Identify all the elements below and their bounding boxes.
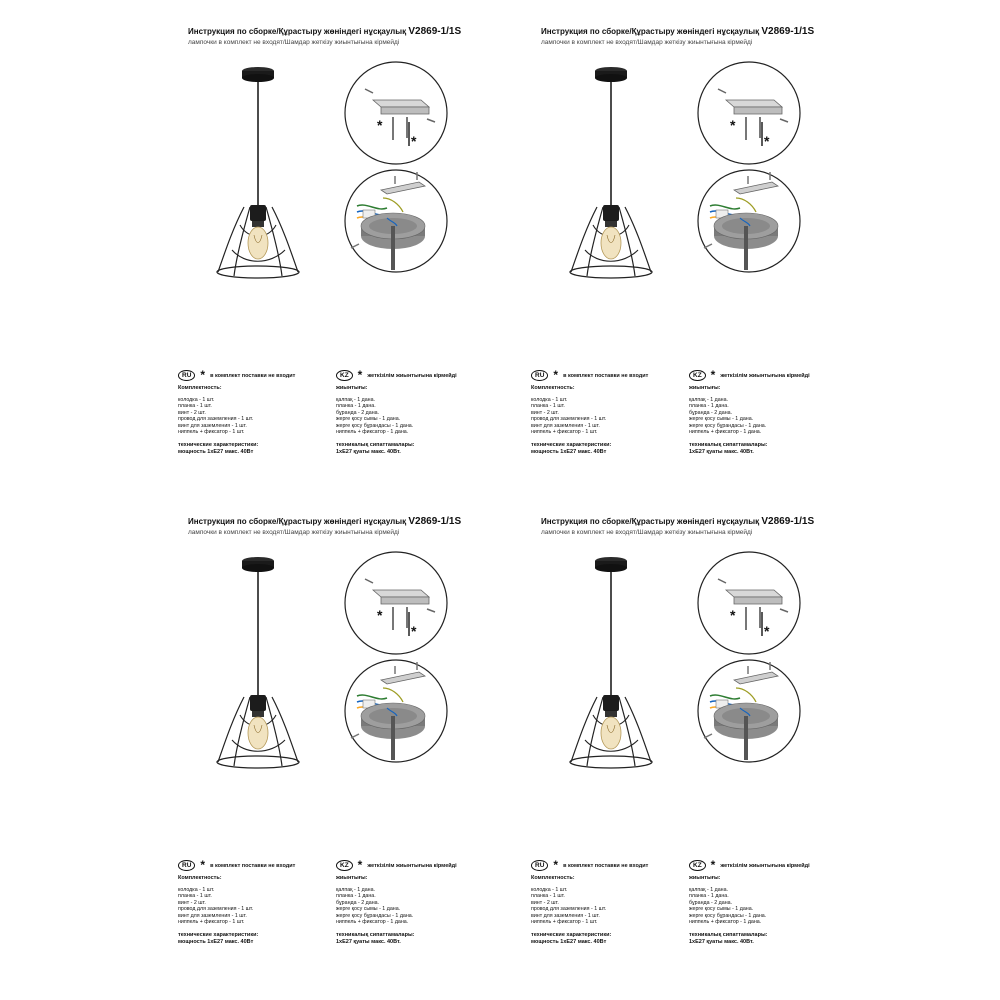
asterisk-icon: * xyxy=(710,368,716,382)
list-item: қалпақ - 1 дана. xyxy=(336,397,375,403)
list-item: винт для заземления - 1 шт. xyxy=(178,422,247,429)
ru-items-list xyxy=(178,397,328,435)
list-item: колодка - 1 шт. xyxy=(531,397,568,403)
kz-power: 1хЕ27 қуаты макс. 40Вт. xyxy=(689,939,754,946)
ru-power: мощность 1хЕ27 макс. 40Вт xyxy=(531,939,607,946)
ru-note: в комплект поставки не входит xyxy=(563,862,649,869)
list-item: провод для заземления - 1 шт. xyxy=(178,906,254,913)
kz-header xyxy=(689,370,839,381)
kz-completeness-label: жиынтығы: xyxy=(689,385,721,391)
list-item: планка - 1 дана. xyxy=(689,403,729,410)
ru-badge: RU xyxy=(531,370,548,381)
kz-note: жеткізілім жиынтығына кірмейді xyxy=(367,372,457,379)
kz-badge: KZ xyxy=(336,860,353,871)
asterisk-icon: * xyxy=(553,858,559,872)
list-item: ниппель + фиксатор - 1 шт. xyxy=(531,919,598,926)
asterisk-icon: * xyxy=(710,858,716,872)
list-item: бұранда - 2 дана. xyxy=(689,409,733,416)
list-item: винт для заземления - 1 шт. xyxy=(531,912,600,919)
instruction-title: Инструкция по сборке/Құрастыру жөніндегі нұсқаулық V2869-1/1S xyxy=(541,516,815,527)
list-item: қалпақ - 1 дана. xyxy=(336,887,375,893)
asterisk-marker: * xyxy=(377,607,383,623)
list-item: ниппель + фиксатор - 1 шт. xyxy=(178,429,245,436)
list-item: жерге қосу бұрандасы - 1 дана. xyxy=(689,912,767,919)
mounting-bracket-diagram xyxy=(696,550,802,656)
list-item: планка - 1 дана. xyxy=(689,893,729,900)
ru-completeness-label: Комплектность: xyxy=(531,385,575,391)
list-item: колодка - 1 шт. xyxy=(178,887,215,893)
kz-note: жеткізілім жиынтығына кірмейді xyxy=(720,862,810,869)
list-item: планка - 1 шт. xyxy=(531,403,565,410)
ru-items-list xyxy=(531,397,681,435)
asterisk-icon: * xyxy=(357,368,363,382)
list-item: бұранда - 2 дана. xyxy=(336,899,380,906)
ru-note: в комплект поставки не входит xyxy=(210,862,296,869)
list-item: ниппель + фиксатор - 1 дана. xyxy=(689,919,762,926)
kz-completeness-label: жиынтығы: xyxy=(336,385,368,391)
list-item: планка - 1 дана. xyxy=(336,403,376,410)
list-item: винт для заземления - 1 шт. xyxy=(178,912,247,919)
kz-specs-label: техникалық сипаттамалары: xyxy=(689,932,768,939)
kz-note: жеткізілім жиынтығына кірмейді xyxy=(367,862,457,869)
ru-items-list xyxy=(531,887,681,925)
ru-power: мощность 1хЕ27 макс. 40Вт xyxy=(178,939,254,946)
list-item: винт - 2 шт. xyxy=(178,409,206,416)
list-item: ниппель + фиксатор - 1 шт. xyxy=(178,919,245,926)
pendant-lamp-illustration xyxy=(210,65,310,285)
kz-note: жеткізілім жиынтығына кірмейді xyxy=(720,372,810,379)
mounting-bracket-diagram xyxy=(696,60,802,166)
list-item: провод для заземления - 1 шт. xyxy=(531,416,607,423)
ru-specs-label: технические характеристики: xyxy=(178,442,259,449)
list-item: ниппель + фиксатор - 1 дана. xyxy=(336,919,409,926)
asterisk-icon: * xyxy=(357,858,363,872)
asterisk-marker: * xyxy=(764,133,770,149)
kz-badge: KZ xyxy=(689,860,706,871)
pendant-lamp-illustration xyxy=(210,555,310,775)
kz-power: 1хЕ27 қуаты макс. 40Вт. xyxy=(336,939,401,946)
ru-specs xyxy=(178,442,328,455)
ru-note: в комплект поставки не входит xyxy=(563,372,649,379)
list-item: колодка - 1 шт. xyxy=(531,887,568,893)
list-item: қалпақ - 1 дана. xyxy=(689,397,728,403)
kz-specs xyxy=(689,442,839,455)
kz-header xyxy=(689,860,839,871)
kz-items-list xyxy=(689,397,839,435)
kz-specs-label: техникалық сипаттамалары: xyxy=(689,442,768,449)
list-item: планка - 1 шт. xyxy=(531,893,565,900)
asterisk-marker: * xyxy=(411,133,417,149)
ru-specs-label: технические характеристики: xyxy=(178,932,259,939)
list-item: винт - 2 шт. xyxy=(531,409,559,416)
instruction-title: Инструкция по сборке/Құрастыру жөніндегі нұсқаулық V2869-1/1S xyxy=(188,516,462,527)
ru-section xyxy=(531,860,681,946)
asterisk-icon: * xyxy=(200,368,206,382)
list-item: жерге қосу бұрандасы - 1 дана. xyxy=(336,912,414,919)
ru-power: мощность 1хЕ27 макс. 40Вт xyxy=(531,449,607,456)
ru-note: в комплект поставки не входит xyxy=(210,372,296,379)
instruction-title: Инструкция по сборке/Құрастыру жөніндегі нұсқаулық V2869-1/1S xyxy=(188,26,462,37)
kz-power: 1хЕ27 қуаты макс. 40Вт. xyxy=(689,449,754,456)
bulbs-not-included-note: лампочки в комплект не входят/Шамдар жеткізу жиынтығына кірмейді xyxy=(188,39,400,46)
asterisk-marker: * xyxy=(411,623,417,639)
model-number: V2869-1/1S xyxy=(761,516,815,527)
ru-header xyxy=(178,860,328,871)
kz-badge: KZ xyxy=(689,370,706,381)
kz-completeness-label: жиынтығы: xyxy=(336,875,368,881)
list-item: колодка - 1 шт. xyxy=(178,397,215,403)
list-item: провод для заземления - 1 шт. xyxy=(178,416,254,423)
ru-header xyxy=(531,370,681,381)
ru-completeness-label: Комплектность: xyxy=(178,385,222,391)
ru-section xyxy=(531,370,681,456)
ru-badge: RU xyxy=(178,370,195,381)
instruction-sheet xyxy=(353,0,853,500)
ru-badge: RU xyxy=(178,860,195,871)
asterisk-marker: * xyxy=(377,117,383,133)
list-item: винт - 2 шт. xyxy=(178,899,206,906)
list-item: жерге қосу сымы - 1 дана. xyxy=(336,906,401,913)
ru-section xyxy=(178,860,328,946)
asterisk-marker: * xyxy=(730,607,736,623)
bulbs-not-included-note: лампочки в комплект не входят/Шамдар жеткізу жиынтығына кірмейді xyxy=(188,529,400,536)
model-number: V2869-1/1S xyxy=(761,26,815,37)
kz-power: 1хЕ27 қуаты макс. 40Вт. xyxy=(336,449,401,456)
model-number: V2869-1/1S xyxy=(408,516,462,527)
kz-specs-label: техникалық сипаттамалары: xyxy=(336,932,415,939)
ru-items-list xyxy=(178,887,328,925)
list-item: ниппель + фиксатор - 1 дана. xyxy=(336,429,409,436)
list-item: бұранда - 2 дана. xyxy=(689,899,733,906)
ru-specs xyxy=(531,932,681,945)
list-item: жерге қосу сымы - 1 дана. xyxy=(689,906,754,913)
bulbs-not-included-note: лампочки в комплект не входят/Шамдар жеткізу жиынтығына кірмейді xyxy=(541,529,753,536)
ru-header xyxy=(178,370,328,381)
list-item: бұранда - 2 дана. xyxy=(336,409,380,416)
list-item: планка - 1 шт. xyxy=(178,403,212,410)
ru-header xyxy=(531,860,681,871)
list-item: винт для заземления - 1 шт. xyxy=(531,422,600,429)
bulbs-not-included-note: лампочки в комплект не входят/Шамдар жеткізу жиынтығына кірмейді xyxy=(541,39,753,46)
list-item: жерге қосу сымы - 1 дана. xyxy=(689,416,754,423)
kz-section xyxy=(689,370,839,456)
pendant-lamp-illustration xyxy=(563,555,663,775)
ru-power: мощность 1хЕ27 макс. 40Вт xyxy=(178,449,254,456)
list-item: ниппель + фиксатор - 1 шт. xyxy=(531,429,598,436)
ru-specs-label: технические характеристики: xyxy=(531,442,612,449)
pendant-lamp-illustration xyxy=(563,65,663,285)
kz-section xyxy=(689,860,839,946)
kz-completeness-label: жиынтығы: xyxy=(689,875,721,881)
asterisk-marker: * xyxy=(764,623,770,639)
list-item: жерге қосу бұрандасы - 1 дана. xyxy=(336,422,414,429)
list-item: винт - 2 шт. xyxy=(531,899,559,906)
list-item: қалпақ - 1 дана. xyxy=(689,887,728,893)
list-item: ниппель + фиксатор - 1 дана. xyxy=(689,429,762,436)
ru-completeness-label: Комплектность: xyxy=(178,875,222,881)
ru-specs-label: технические характеристики: xyxy=(531,932,612,939)
list-item: жерге қосу бұрандасы - 1 дана. xyxy=(689,422,767,429)
ru-specs xyxy=(178,932,328,945)
kz-items-list xyxy=(689,887,839,925)
list-item: жерге қосу сымы - 1 дана. xyxy=(336,416,401,423)
ru-section xyxy=(178,370,328,456)
ru-specs xyxy=(531,442,681,455)
kz-specs xyxy=(689,932,839,945)
list-item: планка - 1 дана. xyxy=(336,893,376,900)
list-item: провод для заземления - 1 шт. xyxy=(531,906,607,913)
kz-specs-label: техникалық сипаттамалары: xyxy=(336,442,415,449)
asterisk-icon: * xyxy=(553,368,559,382)
model-number: V2869-1/1S xyxy=(408,26,462,37)
instruction-sheet xyxy=(353,490,853,990)
canopy-wiring-diagram xyxy=(696,658,802,764)
ru-completeness-label: Комплектность: xyxy=(531,875,575,881)
asterisk-icon: * xyxy=(200,858,206,872)
kz-badge: KZ xyxy=(336,370,353,381)
asterisk-marker: * xyxy=(730,117,736,133)
list-item: планка - 1 шт. xyxy=(178,893,212,900)
instruction-title: Инструкция по сборке/Құрастыру жөніндегі нұсқаулық V2869-1/1S xyxy=(541,26,815,37)
canopy-wiring-diagram xyxy=(696,168,802,274)
ru-badge: RU xyxy=(531,860,548,871)
